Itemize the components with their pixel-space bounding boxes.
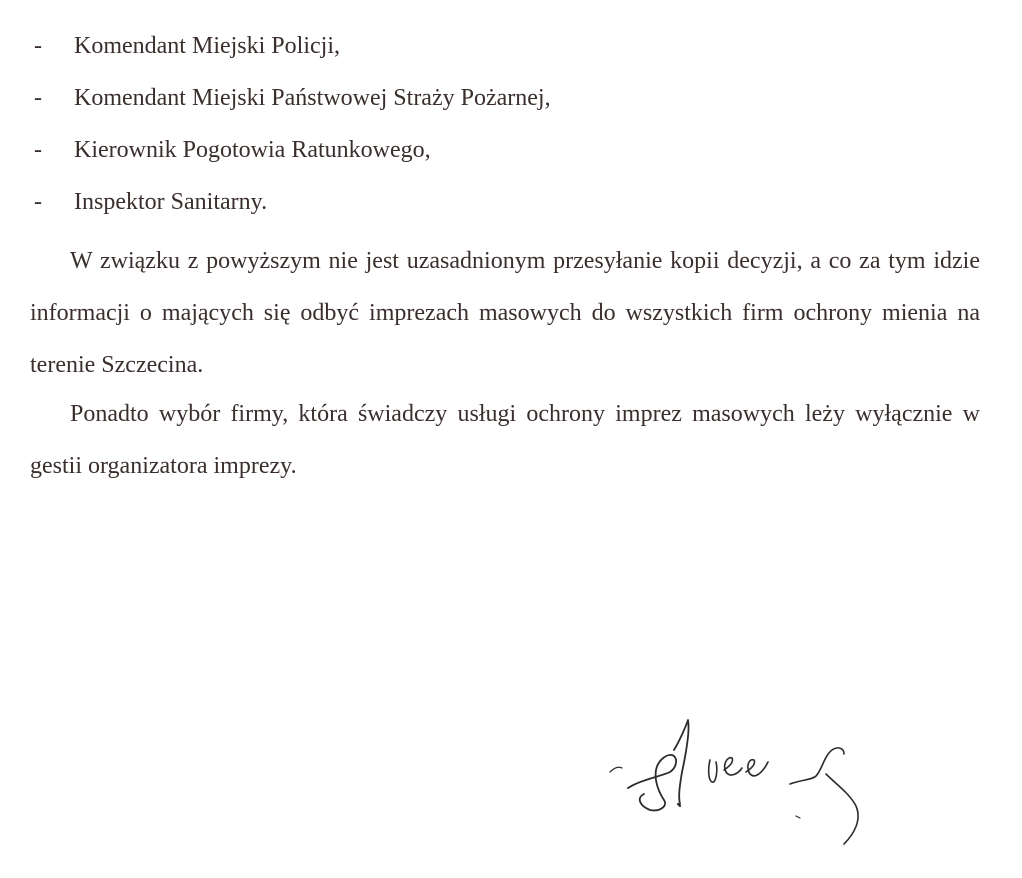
body-paragraph: W związku z powyższym nie jest uzasadnionym przesyłanie kopii decyzji, a co za tym idzie informacji o mających się odbyć imprezach masowych do wszystkich firm ochrony mienia na terenie Szczecina.: [30, 248, 980, 378]
list-item: [30, 188, 551, 240]
bullet-dash: -: [34, 85, 42, 111]
body-paragraph: Ponadto wybór firmy, która świadczy usługi ochrony imprez masowych leży wyłącznie w gestii organizatora imprezy.: [30, 401, 980, 479]
recipient-list: [30, 32, 551, 240]
list-item: [30, 136, 551, 188]
list-item-text: Komendant Miejski Państwowej Straży Pożarnej,: [74, 85, 551, 111]
list-item: [30, 32, 551, 84]
handwritten-signature: [600, 710, 890, 860]
list-item-text: Komendant Miejski Policji,: [74, 33, 340, 59]
list-item-text: Kierownik Pogotowia Ratunkowego,: [74, 137, 431, 163]
bullet-dash: -: [34, 189, 42, 215]
list-item-text: Inspektor Sanitarny.: [74, 189, 268, 215]
bullet-dash: -: [34, 137, 42, 163]
signature-strokes: [610, 720, 858, 844]
list-item: [30, 84, 551, 136]
bullet-dash: -: [34, 33, 42, 59]
